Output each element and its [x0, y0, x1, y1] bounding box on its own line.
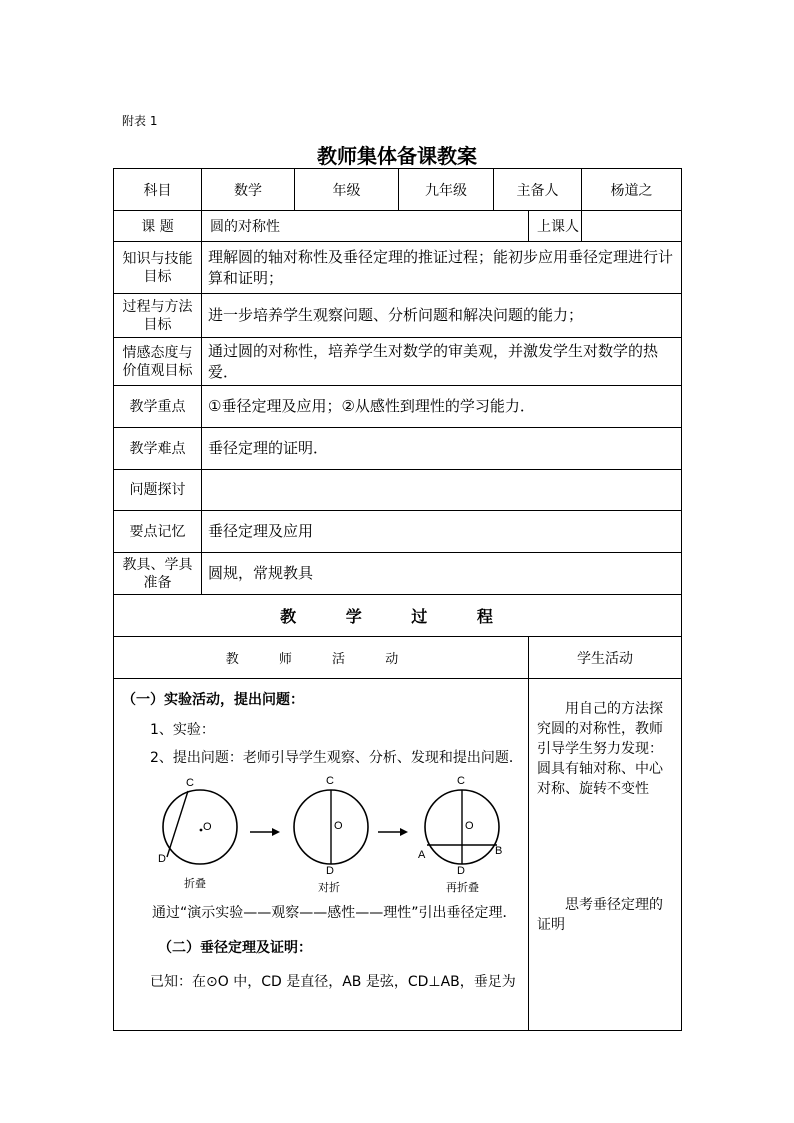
tools-label: [114, 553, 202, 595]
folding-figure: [122, 775, 522, 893]
memory-row: [114, 511, 682, 553]
grade-label: 年级: [295, 169, 399, 211]
process-columns-row: [114, 637, 682, 679]
tools-label-line2: 准备: [143, 574, 172, 591]
lesson-plan-table: [113, 168, 682, 1031]
point-c-2: C: [326, 775, 334, 787]
info-row-2: [114, 211, 682, 242]
point-o-1: O: [203, 821, 212, 833]
memory-label: 要点记忆: [114, 511, 202, 553]
lead-label: 主备人: [494, 169, 582, 211]
teacher-activity-header: 教 师 活 动: [114, 637, 529, 679]
point-d-3: D: [457, 865, 465, 877]
subject-value: 数学: [202, 169, 295, 211]
tools-row: [114, 553, 682, 595]
caption-half-fold: 对折: [318, 881, 340, 894]
teacher-activity-cell: [114, 679, 529, 1031]
process-label-line2: 目标: [143, 316, 172, 333]
subject-label: 科目: [114, 169, 202, 211]
page-title: 教师集体备课教案: [317, 144, 477, 168]
knowledge-label-line2: 目标: [143, 268, 172, 285]
info-row-1: [114, 169, 682, 211]
process-heading-row: [114, 595, 682, 637]
difficulty-value: 垂径定理的证明．: [202, 428, 682, 470]
question-item: 2、提出问题：老师引导学生观察、分析、发现和提出问题．: [150, 750, 523, 766]
caption-refold: 再折叠: [446, 881, 479, 894]
summary-text: 通过“演示实验——观察——感性——理性”引出垂径定理．: [152, 905, 517, 921]
grade-value: 九年级: [399, 169, 494, 211]
teacher-label: 上课人: [529, 211, 582, 242]
process-method-row: [114, 294, 682, 338]
point-a: A: [418, 849, 426, 861]
emotion-label: [114, 338, 202, 386]
key-point-row: [114, 386, 682, 428]
point-o-3: O: [465, 820, 474, 832]
emotion-label-line2: 价值观目标: [122, 362, 193, 379]
process-heading: 教 学 过 程: [114, 595, 682, 637]
process-label: [114, 294, 202, 338]
problem-row: [114, 470, 682, 511]
section1-heading: （一）实验活动，提出问题：: [122, 692, 304, 708]
annex-label: 附表 1: [122, 114, 158, 128]
knowledge-label-line1: 知识与技能: [122, 250, 193, 267]
teacher-value: [582, 211, 682, 242]
knowledge-value: 理解圆的轴对称性及垂径定理的推证过程；能初步应用垂径定理进行计算和证明；: [202, 242, 682, 294]
emotion-label-line1: 情感态度与: [122, 344, 193, 361]
student-text-1: 用自己的方法探究圆的对称性，教师引导学生努力发现：圆具有轴对称、中心对称、旋转不变性: [537, 701, 663, 797]
problem-value: [202, 470, 682, 511]
knowledge-row: [114, 242, 682, 294]
knowledge-label: [114, 242, 202, 294]
tools-label-line1: 教具、学具: [122, 556, 193, 573]
process-label-line1: 过程与方法: [122, 298, 193, 315]
memory-value: 垂径定理及应用: [202, 511, 682, 553]
difficulty-label: 教学难点: [114, 428, 202, 470]
student-activity-header: 学生活动: [529, 637, 682, 679]
experiment-item: 1、实验：: [150, 722, 215, 738]
point-d-1: D: [158, 853, 166, 865]
lead-value: 杨道之: [582, 169, 682, 211]
problem-label: 问题探讨: [114, 470, 202, 511]
section2-heading: （二）垂径定理及证明：: [158, 940, 312, 956]
process-value: 进一步培养学生观察问题、分析问题和解决问题的能力；: [202, 294, 682, 338]
point-o-2: O: [334, 820, 343, 832]
key-label: 教学重点: [114, 386, 202, 428]
tools-value: 圆规，常规教具: [202, 553, 682, 595]
given-text: 已知：在⊙O 中，CD 是直径，AB 是弦，CD⊥AB，垂足为: [150, 974, 516, 990]
caption-fold: 折叠: [184, 877, 206, 890]
difficulty-row: [114, 428, 682, 470]
process-body-row: [114, 679, 682, 1031]
point-c-1: C: [186, 777, 194, 789]
emotion-row: [114, 338, 682, 386]
topic-value: 圆的对称性: [202, 211, 529, 242]
emotion-value: 通过圆的对称性，培养学生对数学的审美观，并激发学生对数学的热爱．: [202, 338, 682, 386]
point-b: B: [495, 845, 503, 857]
student-text-2: 思考垂径定理的证明: [537, 897, 663, 933]
point-c-3: C: [457, 775, 465, 787]
student-activity-cell: [529, 679, 682, 1031]
key-value: ①垂径定理及应用；②从感性到理性的学习能力．: [202, 386, 682, 428]
point-d-2: D: [326, 865, 334, 877]
topic-label: 课 题: [114, 211, 202, 242]
